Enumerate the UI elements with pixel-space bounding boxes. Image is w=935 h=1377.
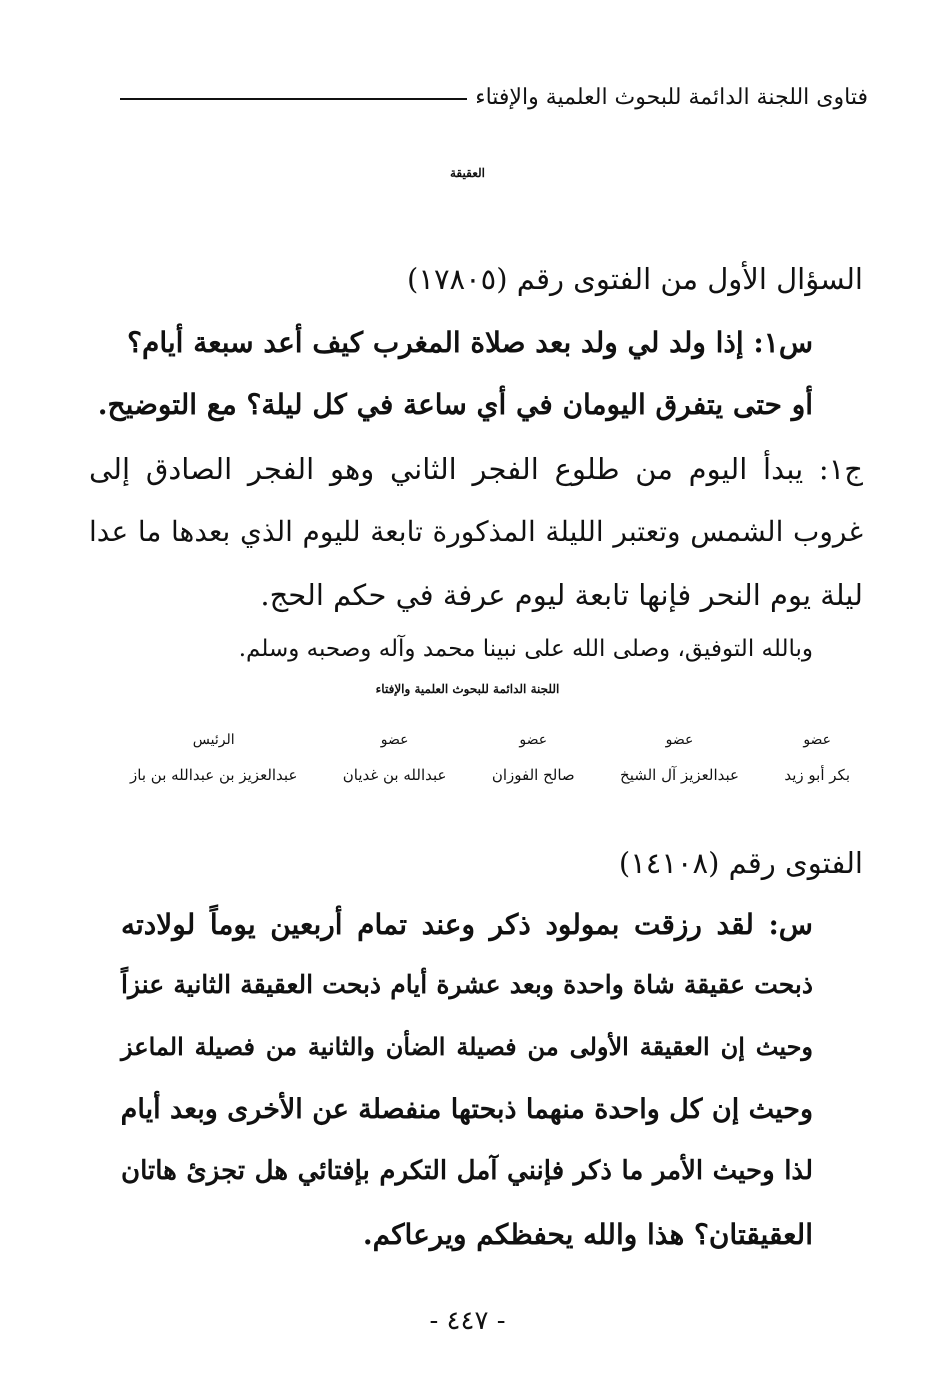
header-rule — [120, 98, 467, 100]
signatory — [343, 732, 447, 784]
fatwa1-answer-line: ليلة يوم النحر فإنها تابعة ليوم عرفة في حكم الحج. — [260, 578, 863, 612]
signatory-role: عضو — [803, 732, 832, 748]
signatory — [130, 732, 297, 784]
signatory — [620, 732, 739, 784]
fatwa2-question-line: ذبحت عقيقة شاة واحدة وبعد عشرة أيام ذبحت العقيقة الثانية عنزاً — [121, 970, 813, 999]
signatory — [492, 732, 575, 784]
fatwa2-question-line: وحيث إن كل واحدة منهما ذبحتها منفصلة عن الأخرى وبعد أيام — [120, 1094, 813, 1125]
running-header-title: فتاوى اللجنة الدائمة للبحوث العلمية والإفتاء — [475, 84, 868, 110]
signatory — [784, 732, 850, 784]
fatwa2-question-line: لذا وحيث الأمر ما ذكر فإنني آمل التكرم بإفتائي هل تجزئ هاتان — [121, 1156, 813, 1186]
signatory-role: عضو — [665, 732, 694, 748]
fatwa1-closing: وبالله التوفيق، وصلى الله على نبينا محمد وآله وصحبه وسلم. — [238, 636, 813, 662]
signatory-name: عبدالله بن غديان — [342, 766, 447, 784]
signatory-role: الرئيس — [192, 732, 235, 748]
fatwa1-answer-line: ج١: يبدأ اليوم من طلوع الفجر الثاني وهو الفجر الصادق إلى — [89, 452, 863, 486]
fatwa1-question-line: أو حتى يتفرق اليومان في أي ساعة في كل ليلة؟ مع التوضيح. — [97, 388, 813, 421]
fatwa1-question-line: س١: إذا ولد لي ولد بعد صلاة المغرب كيف أعد سبعة أيام؟ — [127, 326, 813, 359]
running-header — [120, 82, 868, 112]
fatwa2-question-line: وحيث إن العقيقة الأولى من فصيلة الضأن والثانية من فصيلة الماعز — [121, 1032, 813, 1061]
signatory-role: عضو — [380, 732, 409, 748]
signatories — [130, 732, 850, 784]
committee-name: اللجنة الدائمة للبحوث العلمية والإفتاء — [375, 682, 560, 696]
signatory-name: صالح الفوزان — [491, 766, 575, 784]
fatwa2-question-line: س: لقد رزقت بمولود ذكر وعند تمام أربعين يوماً لولادته — [121, 908, 813, 941]
signatory-name: عبدالعزيز بن عبدالله بن باز — [130, 766, 298, 784]
page-number: - ٤٤٧ - — [429, 1306, 506, 1336]
fatwa1-heading: السؤال الأول من الفتوى رقم (١٧٨٠٥) — [407, 262, 863, 296]
section-title: العقيقة — [450, 166, 485, 180]
fatwa2-question-line: العقيقتان؟ هذا والله يحفظكم ويرعاكم. — [362, 1218, 813, 1251]
signatory-name: عبدالعزيز آل الشيخ — [620, 766, 739, 784]
signatory-name: بكر أبو زيد — [784, 766, 850, 784]
fatwa2-heading: الفتوى رقم (١٤١٠٨) — [618, 846, 863, 880]
fatwa1-answer-line: غروب الشمس وتعتبر الليلة المذكورة تابعة لليوم الذي بعدها ما عدا — [89, 515, 863, 548]
signatory-role: عضو — [519, 732, 548, 748]
